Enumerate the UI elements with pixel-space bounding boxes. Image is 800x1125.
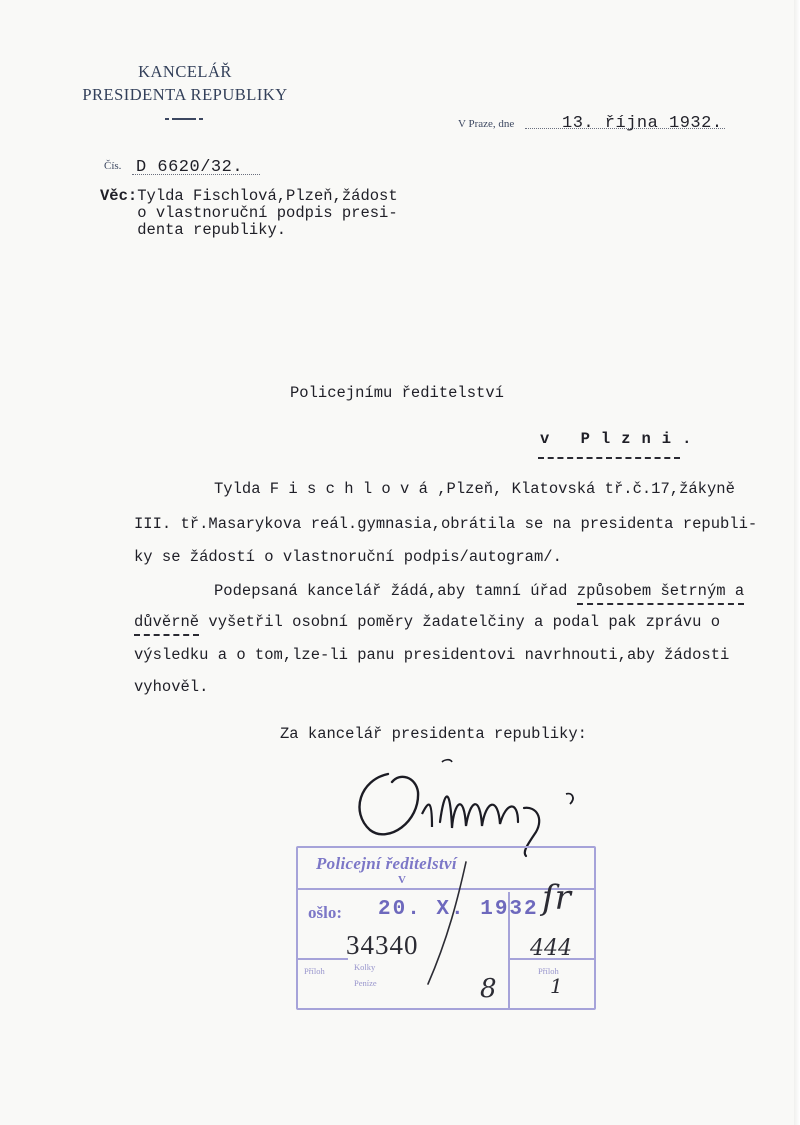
stamp-label-kolky: Kolky — [354, 962, 376, 972]
date-label: V Praze, dne — [458, 118, 515, 130]
body-underlined-word: důvěrně — [134, 613, 199, 636]
closing-line: Za kancelář presidenta republiky: — [280, 725, 587, 743]
body-p1-line-2: III. tř.Masarykova reál.gymnasia,obrátila se na presidenta republi- — [134, 515, 758, 533]
letterhead-ornament — [172, 118, 196, 120]
body-p2-line-3: výsledku a o tom,lze-li panu presidentovi navrhnouti,aby žádosti — [134, 646, 730, 664]
body-p1-line-1: Tylda F i s c h l o v á ,Plzeň, Klatovská tř.č.17,žákyně — [214, 480, 735, 498]
date-value: 13. října 1932. — [562, 114, 723, 133]
stamp-registry-number: 34340 — [346, 930, 419, 960]
letterhead-ornament-right — [199, 118, 203, 120]
letterhead-ornament-left — [165, 118, 169, 120]
page-edge — [794, 0, 800, 1125]
stamp-hand-mark: 8 — [480, 974, 497, 1004]
subject-block — [100, 188, 430, 239]
stamp-received-date: 20. X. 1932 — [378, 898, 539, 921]
letterhead — [40, 60, 330, 106]
body-p2-line-1 — [214, 582, 744, 600]
subject-line-3: denta republiky. — [137, 221, 287, 239]
police-received-stamp — [296, 846, 596, 1010]
reference-value: D 6620/32. — [136, 158, 244, 177]
subject-line-2: o vlastnoruční podpis presi- — [137, 204, 398, 222]
letterhead-line-2: PRESIDENTA REPUBLIKY — [82, 85, 288, 104]
reference-label: Čís. — [104, 160, 122, 172]
stamp-divider-left — [298, 958, 348, 960]
stamp-handwritten-stroke — [418, 858, 478, 988]
letterhead-line-1: KANCELÁŘ — [138, 62, 232, 81]
city-underline — [538, 457, 680, 459]
stamp-label-left: Příloh — [304, 966, 325, 976]
addressee-city: v Plzni. — [540, 430, 703, 448]
body-p2-line-2 — [134, 613, 720, 631]
stamp-hand-initial: ſr — [542, 878, 571, 918]
stamp-label-right: Příloh — [538, 966, 559, 976]
stamp-hand-count: 444 — [530, 936, 572, 961]
stamp-received-label: ošlo: — [308, 903, 342, 922]
stamp-subtitle: V — [398, 874, 406, 886]
body-p2-line-1-text: Podepsaná kancelář žádá,aby tamní úřad — [214, 582, 577, 600]
addressee-name: Policejnímu ředitelství — [290, 384, 504, 402]
body-p2-line-2-text: vyšetřil osobní poměry žadatelčiny a podal pak zprávu o — [199, 613, 721, 631]
body-p1-line-3: ky se žádostí o vlastnoruční podpis/autogram/. — [134, 548, 562, 566]
body-underlined-phrase: způsobem šetrným a — [577, 582, 744, 605]
stamp-label-penize: Peníze — [354, 978, 377, 988]
subject-label: Věc: — [100, 187, 138, 205]
body-p2-line-4: vyhověl. — [134, 678, 209, 696]
stamp-hand-mark-2: 1 — [550, 974, 563, 998]
stamp-title: Policejní ředitelství — [316, 854, 457, 873]
subject-line-1: Tylda Fischlová,Plzeň,žádost — [137, 187, 398, 205]
